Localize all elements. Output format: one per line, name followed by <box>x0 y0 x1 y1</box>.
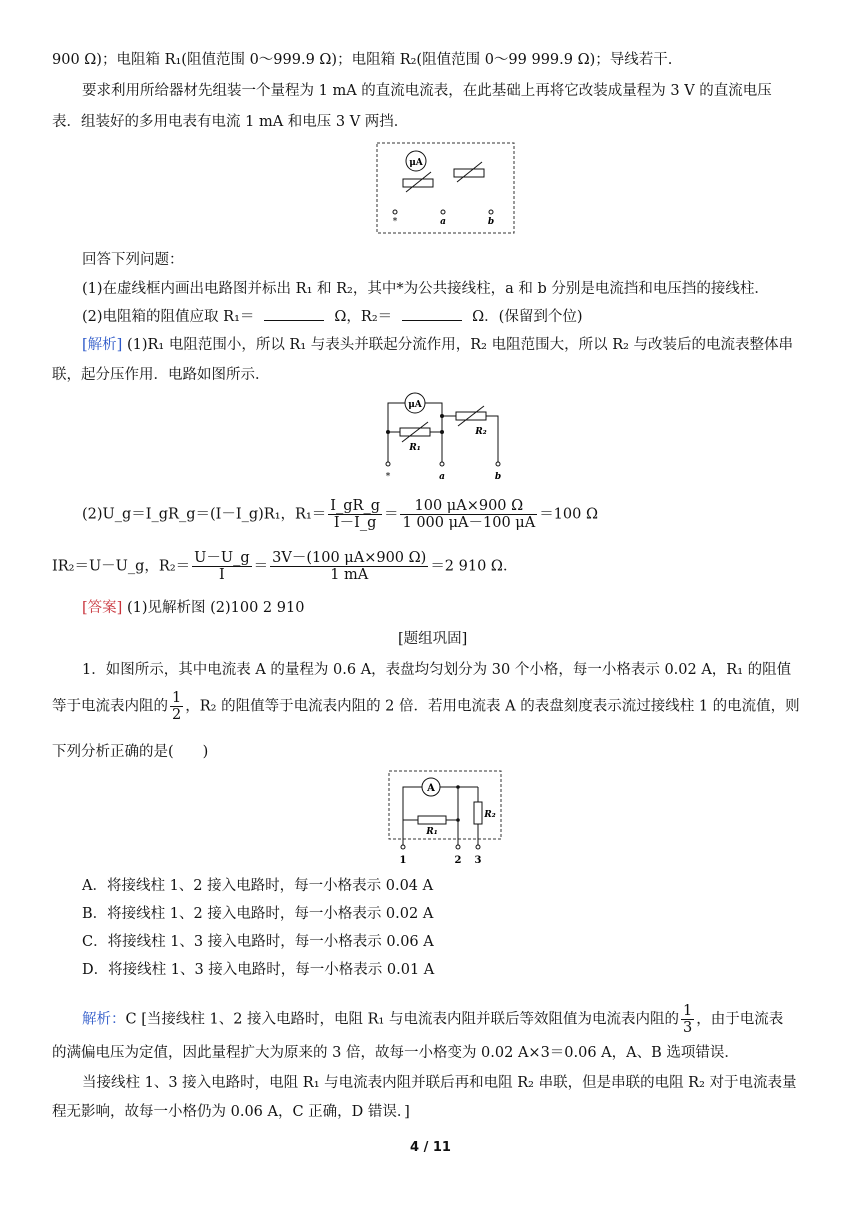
fraction: $\frac{100 \mu A\times 900 \Omega}{1 000 \mu A-100 \mu A}$ <box>402 498 536 531</box>
equation-2: IR₂＝U－U_g，R₂＝ $\frac{U-U\_g}{I}$ ＝ $\frac{3V-(100 \mu A\times 900 \Omega)}{1 mA}$ ＝2 910 Ω． <box>52 550 518 583</box>
section-title: [题组巩固] <box>398 631 468 647</box>
analysis-line: 解析：C [当接线柱 1、2 接入电路时，电阻 R₁ 与电流表内阻并联后等效阻值为电流表内阻的 $\frac{1}{3}$ ，由于电流表 <box>82 1003 784 1036</box>
fraction: $\frac{1}{3}$ <box>682 1003 693 1036</box>
figure-circuit-2 <box>388 770 504 868</box>
r1-label: R₁ <box>426 827 438 837</box>
option-a: A．将接线柱 1、2 接入电路时，每一小格表示 0.04 A <box>82 878 434 894</box>
ammeter-label: A <box>427 783 435 794</box>
text-line: 当接线柱 1、3 接入电路时，电阻 R₁ 与电流表内阻并联后再和电阻 R₂ 串联，但是串联的电阻 R₂ 对于电流表量 <box>82 1075 797 1091</box>
question-2: (2)电阻箱的阻值应取 R₁＝ Ω，R₂＝ Ω．(保留到个位) <box>82 306 583 327</box>
r2-label: R₂ <box>475 427 487 437</box>
r2-label: R₂ <box>484 810 496 820</box>
fraction: $\frac{1}{2}$ <box>172 690 182 723</box>
text-line: 程无影响，故每一小格仍为 0.06 A，C 正确，D 错误．] <box>52 1104 410 1120</box>
terminal-a-label: a <box>439 472 445 482</box>
text-line: 900 Ω)；电阻箱 R₁(阻值范围 0～999.9 Ω)；电阻箱 R₂(阻值范围 0～99 999.9 Ω)；导线若干. <box>52 52 673 68</box>
problem-line: 等于电流表内阻的 $\frac{1}{2}$ ，R₂ 的阻值等于电流表内阻的 2 倍．若用电流表 A 的表盘刻度表示流过接线柱 1 的电流值，则 <box>52 690 800 723</box>
fraction: $\frac{U-U\_g}{I}$ <box>194 550 250 583</box>
option-d: D．将接线柱 1、3 接入电路时，每一小格表示 0.01 A <box>82 962 435 978</box>
text-line: 1．如图所示，其中电流表 A 的量程为 0.6 A，表盘均匀划分为 30 个小格，每一小格表示 0.02 A，R₁ 的阻值 <box>82 662 792 678</box>
text-line: 表．组装好的多用电表有电流 1 mA 和电压 3 V 两挡． <box>52 114 409 130</box>
option-c: C．将接线柱 1、3 接入电路时，每一小格表示 0.06 A <box>82 934 434 950</box>
r1-label: R₁ <box>409 443 421 453</box>
answer-blank <box>264 306 324 321</box>
terminal-star-label: * <box>392 217 398 227</box>
terminal-a-label: a <box>440 217 446 227</box>
text-line: 联，起分压作用．电路如图所示． <box>52 367 270 383</box>
analysis-tag: 解析： <box>82 1011 126 1028</box>
terminal-b-label: b <box>487 217 495 227</box>
figure-circuit-1 <box>378 390 508 486</box>
fraction: $\frac{3V-(100 \mu A\times 900 \Omega)}{1 mA}$ <box>272 550 427 583</box>
microammeter-label: μA <box>408 400 422 410</box>
text-line: (1)在虚线框内画出电路图并标出 R₁ 和 R₂，其中*为公共接线柱，a 和 b 分别是电流挡和电压挡的接线柱． <box>82 281 769 297</box>
answer-blank <box>402 306 462 321</box>
text-line: 要求利用所给器材先组装一个量程为 1 mA 的直流电流表，在此基础上再将它改装成量程为 3 V 的直流电压 <box>82 83 772 99</box>
page-number: 4 / 11 <box>410 1140 451 1155</box>
fraction: $\frac{I\_gR\_g}{I-I\_g}$ <box>330 498 380 531</box>
terminal-3-label: 3 <box>474 855 482 866</box>
terminal-1-label: 1 <box>399 855 407 866</box>
answer-tag: [答案] <box>82 600 123 616</box>
figure-empty-box <box>376 142 516 236</box>
text-line: 的满偏电压为定值，因此量程扩大为原来的 3 倍，故每一小格变为 0.02 A×3＝0.06 A，A、B 选项错误． <box>52 1045 739 1061</box>
equation-1: (2)U_g＝I_gR_g＝(I－I_g)R₁，R₁＝ $\frac{I\_gR\_g}{I-I\_g}$ ＝ $\frac{100 \mu A\times 900 \Omega}{1 000 \mu A-100 \mu A}$ ＝100 Ω <box>82 498 598 531</box>
answer-line: [答案] (1)见解析图 (2)100 2 910 <box>82 600 305 616</box>
text-line: 下列分析正确的是( ) <box>52 744 209 760</box>
analysis-line: [解析] (1)R₁ 电阻范围小，所以 R₁ 与表头并联起分流作用，R₂ 电阻范围大，所以 R₂ 与改装后的电流表整体串 <box>82 337 794 353</box>
terminal-2-label: 2 <box>454 855 462 866</box>
microammeter-label: μA <box>409 158 423 168</box>
analysis-tag: [解析] <box>82 337 123 353</box>
terminal-star-label: * <box>385 472 391 482</box>
option-b: B．将接线柱 1、2 接入电路时，每一小格表示 0.02 A <box>82 906 434 922</box>
terminal-b-label: b <box>494 472 502 482</box>
text-line: 回答下列问题： <box>82 252 184 268</box>
